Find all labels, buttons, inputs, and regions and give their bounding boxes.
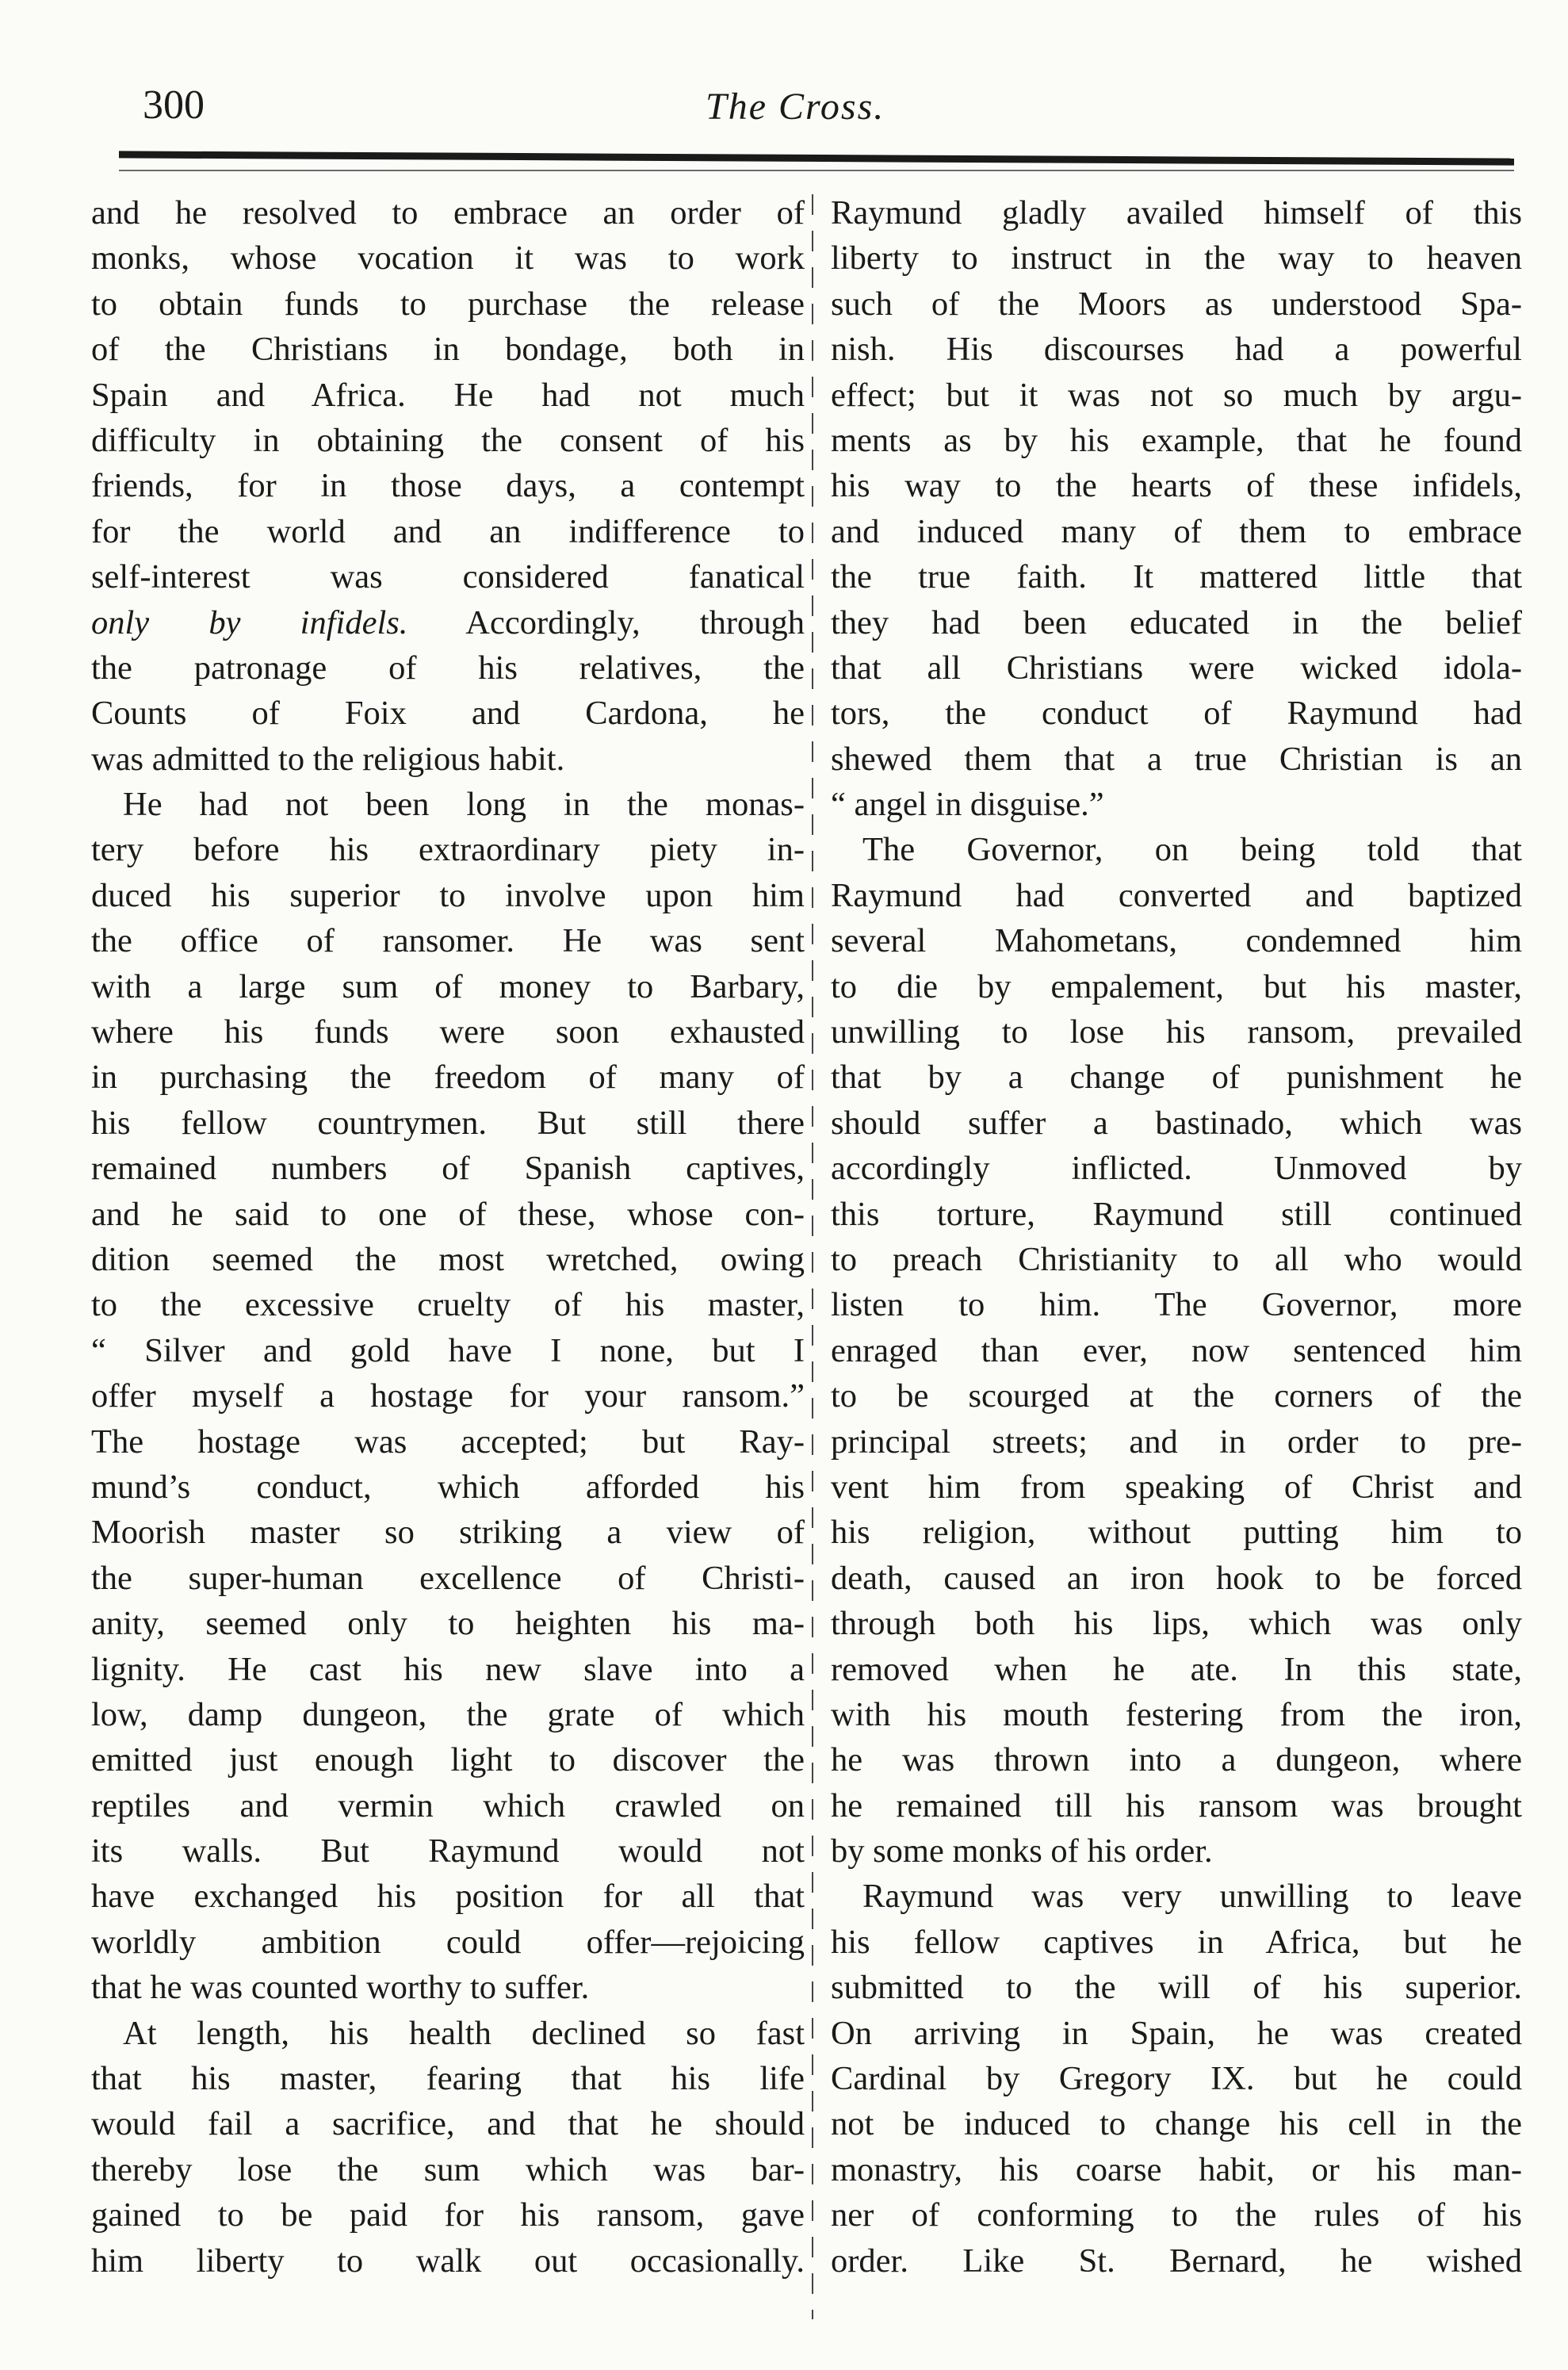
text-line: several Mahometans, condemned him: [831, 922, 1522, 960]
text-line: his religion, without putting him to: [831, 1514, 1522, 1552]
text-line: through both his lips, which was only: [831, 1605, 1522, 1643]
text-line: that all Christians were wicked idola-: [831, 649, 1522, 687]
text-line: that his master, fearing that his life: [91, 2060, 805, 2098]
text-line: accordingly inflicted. Unmoved by: [831, 1150, 1522, 1188]
text-line: principal streets; and in order to pre-: [831, 1422, 1522, 1461]
text-line: this torture, Raymund still continued: [831, 1195, 1522, 1233]
text-line: monastry, his coarse habit, or his man-: [831, 2150, 1522, 2188]
text-line: tery before his extraordinary piety in-: [91, 831, 805, 869]
text-line: and he said to one of these, whose con-: [91, 1195, 805, 1233]
text-line: would fail a sacrifice, and that he should: [91, 2105, 805, 2143]
text-line: the office of ransomer. He was sent: [91, 922, 805, 960]
text-line: enraged than ever, now sentenced him: [831, 1331, 1522, 1369]
text-line: they had been educated in the belief: [831, 603, 1522, 641]
text-line: the patronage of his relatives, the: [91, 649, 805, 687]
text-line: should suffer a bastinado, which was: [831, 1104, 1522, 1142]
text-line: gained to be paid for his ransom, gave: [91, 2196, 805, 2234]
text-line: He had not been long in the monas-: [123, 786, 805, 824]
text-line: liberty to instruct in the way to heaven: [831, 239, 1522, 278]
column-divider: [812, 194, 813, 2319]
text-line: for the world and an indifference to: [91, 512, 805, 550]
text-line: On arriving in Spain, he was created: [831, 2014, 1522, 2052]
text-line: with a large sum of money to Barbary,: [91, 967, 805, 1005]
text-line: Raymund gladly availed himself of this: [831, 194, 1522, 232]
text-line: tors, the conduct of Raymund had: [831, 695, 1522, 733]
text-line: Spain and Africa. He had not much: [91, 376, 805, 414]
text-line: his fellow countrymen. But still there: [91, 1104, 805, 1142]
text-line: Cardinal by Gregory IX. but he could: [831, 2060, 1522, 2098]
text-line: Moorish master so striking a view of: [91, 1514, 805, 1552]
text-line: offer myself a hostage for your ransom.”: [91, 1377, 805, 1415]
text-line: reptiles and vermin which crawled on: [91, 1786, 805, 1824]
text-line: friends, for in those days, a contempt: [91, 467, 805, 505]
text-line: and he resolved to embrace an order of: [91, 194, 805, 232]
text-line: Raymund had converted and baptized: [831, 876, 1522, 914]
text-line: to die by empalement, but his master,: [831, 967, 1522, 1005]
text-line: monks, whose vocation it was to work: [91, 239, 805, 278]
text-line: mund’s conduct, which afforded his: [91, 1468, 805, 1506]
text-line: such of the Moors as understood Spa-: [831, 285, 1522, 323]
text-line: remained numbers of Spanish captives,: [91, 1150, 805, 1188]
text-line: [91, 600, 805, 645]
right-column: [831, 190, 1522, 2284]
text-line: was admitted to the religious habit.: [91, 740, 565, 778]
left-column: [91, 190, 805, 2284]
text-line: Raymund was very unwilling to leave: [862, 1878, 1522, 1916]
text-line: have exchanged his position for all that: [91, 1878, 805, 1916]
running-title: The Cross.: [706, 86, 885, 128]
text-line: duced his superior to involve upon him: [91, 876, 805, 914]
text-line: “ Silver and gold have I none, but I: [91, 1331, 805, 1369]
text-line: submitted to the will of his superior.: [831, 1969, 1522, 2007]
text-line: that he was counted worthy to suffer.: [91, 1969, 590, 2007]
text-line: shewed them that a true Christian is an: [831, 740, 1522, 778]
text-line: self-interest was considered fanatical: [91, 558, 805, 596]
text-line: the true faith. It mattered little that: [831, 558, 1522, 596]
text-line: its walls. But Raymund would not: [91, 1832, 805, 1870]
text-line: removed when he ate. In this state,: [831, 1650, 1522, 1688]
header-rule: [119, 151, 1514, 165]
text-line: dition seemed the most wretched, owing: [91, 1240, 805, 1278]
text-line: ner of conforming to the rules of his: [831, 2196, 1522, 2234]
text-line: order. Like St. Bernard, he wished: [831, 2242, 1522, 2280]
text-line: thereby lose the sum which was bar-: [91, 2150, 805, 2188]
text-line: Counts of Foix and Cardona, he: [91, 695, 805, 733]
text-run: Accordingly, through: [407, 603, 805, 641]
text-line: where his funds were soon exhausted: [91, 1013, 805, 1051]
text-line: in purchasing the freedom of many of: [91, 1059, 805, 1097]
text-line: listen to him. The Governor, more: [831, 1286, 1522, 1324]
text-line: to be scourged at the corners of the: [831, 1377, 1522, 1415]
text-line: that by a change of punishment he: [831, 1059, 1522, 1097]
text-line: vent him from speaking of Christ and: [831, 1468, 1522, 1506]
text-line: effect; but it was not so much by argu-: [831, 376, 1522, 414]
text-line: not be induced to change his cell in the: [831, 2105, 1522, 2143]
page-number: 300: [143, 82, 205, 128]
text-line: the super-human excellence of Christi-: [91, 1559, 805, 1597]
text-line: The hostage was accepted; but Ray-: [91, 1422, 805, 1461]
text-line: emitted just enough light to discover the: [91, 1741, 805, 1779]
text-line: of the Christians in bondage, both in: [91, 331, 805, 369]
text-line: and induced many of them to embrace: [831, 512, 1522, 550]
text-line: to preach Christianity to all who would: [831, 1240, 1522, 1278]
text-line: “ angel in disguise.”: [831, 786, 1104, 824]
text-line: to obtain funds to purchase the release: [91, 285, 805, 323]
text-line: his fellow captives in Africa, but he: [831, 1923, 1522, 1961]
text-line: his way to the hearts of these infidels,: [831, 467, 1522, 505]
text-line: At length, his health declined so fast: [123, 2014, 805, 2052]
text-line: lignity. He cast his new slave into a: [91, 1650, 805, 1688]
text-line: nish. His discourses had a powerful: [831, 331, 1522, 369]
text-line: ments as by his example, that he found: [831, 421, 1522, 459]
text-line: low, damp dungeon, the grate of which: [91, 1695, 805, 1733]
text-line: unwilling to lose his ransom, prevailed: [831, 1013, 1522, 1051]
text-line: with his mouth festering from the iron,: [831, 1695, 1522, 1733]
text-line: difficulty in obtaining the consent of his: [91, 421, 805, 459]
text-line: to the excessive cruelty of his master,: [91, 1286, 805, 1324]
text-line: he remained till his ransom was brought: [831, 1786, 1522, 1824]
text-line: death, caused an iron hook to be forced: [831, 1559, 1522, 1597]
text-line: him liberty to walk out occasionally.: [91, 2242, 805, 2280]
text-line: he was thrown into a dungeon, where: [831, 1741, 1522, 1779]
text-line: The Governor, on being told that: [862, 831, 1522, 869]
text-line: by some monks of his order.: [831, 1832, 1213, 1870]
header-rule-thin: [119, 170, 1514, 171]
italic-text: only by infidels.: [91, 603, 408, 641]
page-header: [119, 67, 1514, 147]
text-line: worldly ambition could offer—rejoicing: [91, 1923, 805, 1961]
text-line: anity, seemed only to heighten his ma-: [91, 1605, 805, 1643]
